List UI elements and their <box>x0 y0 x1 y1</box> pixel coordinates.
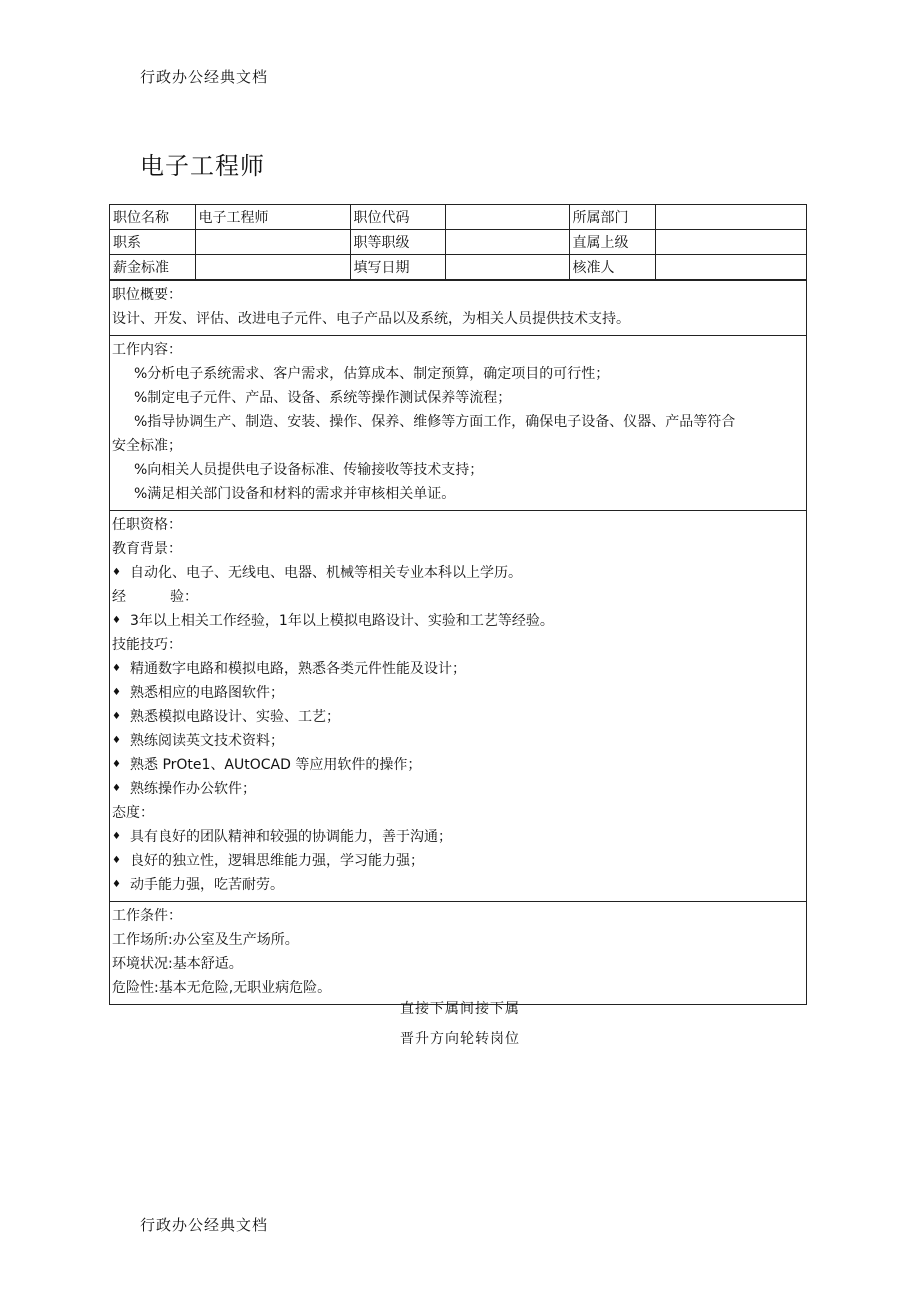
work-item-continued: 安全标准； <box>112 438 182 454</box>
overview-section <box>110 280 806 335</box>
diamond-bullet-icon: ♦ <box>112 783 121 794</box>
experience-item: ♦ 3年以上相关工作经验，1年以上模拟电路设计、实验和工艺等经验。 <box>112 609 804 633</box>
skill-item: ♦ 熟悉模拟电路设计、实验、工艺； <box>112 705 804 729</box>
info-value-cell <box>655 205 806 230</box>
work-content-label: 工作内容： <box>112 342 182 358</box>
condition-item: 工作场所:办公室及生产场所。 <box>112 932 299 948</box>
diamond-bullet-icon: ♦ <box>112 663 121 674</box>
work-content-section <box>110 335 806 510</box>
info-value-cell <box>445 230 569 255</box>
skills-label: 技能技巧： <box>112 637 182 653</box>
education-item: ♦ 自动化、电子、无线电、电器、机械等相关专业本科以上学历。 <box>112 561 804 585</box>
promotion-line: 晋升方向轮转岗位 <box>400 1031 520 1047</box>
diamond-bullet-icon: ♦ <box>112 735 121 746</box>
info-value-cell <box>445 205 569 230</box>
diamond-bullet-icon: ♦ <box>112 831 121 842</box>
subordinates-line: 直接下属间接下属 <box>400 1001 520 1017</box>
education-label: 教育背景： <box>112 541 182 557</box>
diamond-bullet-icon: ♦ <box>112 687 121 698</box>
skill-item: ♦ 熟悉相应的电路图软件； <box>112 681 804 705</box>
condition-item: 危险性:基本无危险,无职业病危险。 <box>112 980 332 996</box>
info-label-cell: 职等职级 <box>350 230 445 255</box>
info-value-cell <box>445 255 569 280</box>
diamond-bullet-icon: ♦ <box>112 759 121 770</box>
info-row <box>110 205 806 230</box>
info-label-cell: 职位名称 <box>110 205 195 230</box>
page-footer: 行政办公经典文档 <box>140 1216 269 1234</box>
info-table <box>110 205 806 280</box>
info-value-cell <box>195 230 350 255</box>
attitude-item: ♦ 良好的独立性，逻辑思维能力强，学习能力强； <box>112 849 804 873</box>
info-label-cell: 直属上级 <box>569 230 655 255</box>
info-label-cell: 薪金标准 <box>110 255 195 280</box>
info-value-cell: 电子工程师 <box>195 205 350 230</box>
condition-item: 环境状况:基本舒适。 <box>112 956 243 972</box>
info-label-cell: 核准人 <box>569 255 655 280</box>
info-value-cell <box>655 255 806 280</box>
work-item: %向相关人员提供电子设备标准、传输接收等技术支持； <box>134 462 484 478</box>
info-label-cell: 职系 <box>110 230 195 255</box>
attitude-item: ♦ 具有良好的团队精神和较强的协调能力，善于沟通； <box>112 825 804 849</box>
skill-item: ♦ 熟练阅读英文技术资料； <box>112 729 804 753</box>
experience-label: 经 验： <box>112 589 198 605</box>
diamond-bullet-icon: ♦ <box>112 567 121 578</box>
work-item: %指导协调生产、制造、安装、操作、保养、维修等方面工作，确保电子设备、仪器、产品等符合 <box>134 414 736 430</box>
diamond-bullet-icon: ♦ <box>112 855 121 866</box>
info-label-cell: 所属部门 <box>569 205 655 230</box>
info-label-cell: 职位代码 <box>350 205 445 230</box>
qualifications-section <box>110 510 806 901</box>
diamond-bullet-icon: ♦ <box>112 711 121 722</box>
overview-label: 职位概要： <box>112 287 182 303</box>
info-label-cell: 填写日期 <box>350 255 445 280</box>
diamond-bullet-icon: ♦ <box>112 615 121 626</box>
page-title: 电子工程师 <box>140 152 265 180</box>
work-item: %分析电子系统需求、客户需求，估算成本、制定预算，确定项目的可行性； <box>134 366 610 382</box>
info-row <box>110 230 806 255</box>
attitude-label: 态度： <box>112 805 154 821</box>
attitude-item: ♦ 动手能力强，吃苦耐劳。 <box>112 873 804 897</box>
overview-text: 设计、开发、评估、改进电子元件、电子产品以及系统，为相关人员提供技术支持。 <box>112 311 630 327</box>
skill-item: ♦ 熟练操作办公软件； <box>112 777 804 801</box>
conditions-label: 工作条件： <box>112 908 182 924</box>
diamond-bullet-icon: ♦ <box>112 879 121 890</box>
info-value-cell <box>195 255 350 280</box>
work-item: %制定电子元件、产品、设备、系统等操作测试保养等流程； <box>134 390 512 406</box>
page-header: 行政办公经典文档 <box>140 68 269 86</box>
skill-item: ♦ 精通数字电路和模拟电路，熟悉各类元件性能及设计； <box>112 657 804 681</box>
info-row <box>110 255 806 280</box>
info-value-cell <box>655 230 806 255</box>
work-item: %满足相关部门设备和材料的需求并审核相关单证。 <box>134 486 456 502</box>
conditions-section <box>110 901 806 1004</box>
qualifications-label: 任职资格： <box>112 517 182 533</box>
job-description-table <box>109 204 807 1005</box>
skill-item: ♦ 熟悉 PrOte1、AUtOCAD 等应用软件的操作； <box>112 753 804 777</box>
